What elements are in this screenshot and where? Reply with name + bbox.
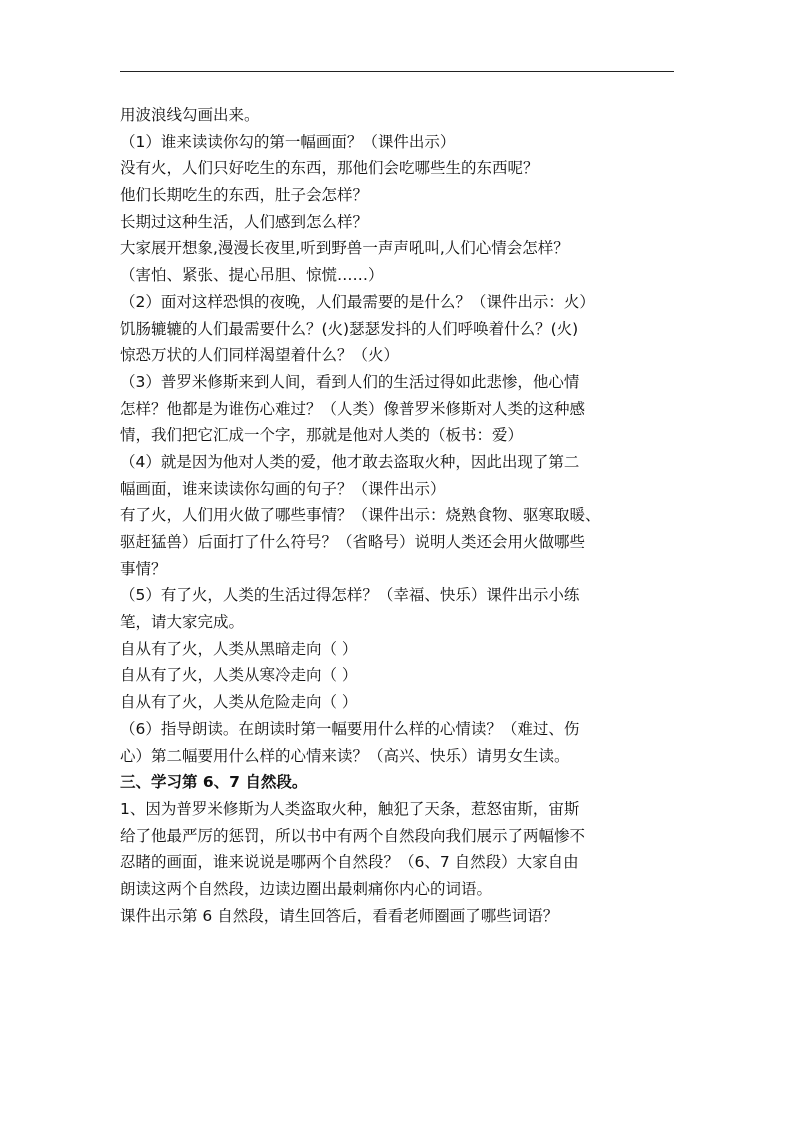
text-line: 幅画面，谁来读读你勾画的句子？（课件出示） [120,479,446,498]
text-line: 饥肠辘辘的人们最需要什么？(火)瑟瑟发抖的人们呼唤着什么？(火) [120,319,579,338]
text-line: 惊恐万状的人们同样渴望着什么？（火） [120,346,400,365]
header-rule [120,71,674,72]
fill-blank-line: 自从有了火，人类从黑暗走向（ ） [120,639,358,658]
text-line: 驱赶猛兽）后面打了什么符号？（省略号）说明人类还会用火做哪些 [120,533,586,551]
text-line: 事情？ [120,559,167,578]
text-line: 情，我们把它汇成一个字，那就是他对人类的（板书：爱） [120,426,524,445]
text-line: （害怕、紧张、提心吊胆、惊慌……） [120,266,384,285]
fill-blank-line: 自从有了火，人类从危险走向（ ） [120,693,358,712]
text-line: （6）指导朗读。在朗读时第一幅要用什么样的心情读？（难过、伤 [120,719,580,738]
text-line: 给了他最严厉的惩罚，所以书中有两个自然段向我们展示了两幅惨不 [120,826,586,845]
text-line: （2）面对这样恐惧的夜晚，人们最需要的是什么？（课件出示：火） [120,292,595,311]
text-line: 笔，请大家完成。 [120,613,245,632]
document-body [120,102,680,929]
text-line: 朗读这两个自然段，边读边圈出最刺痛你内心的词语。 [120,879,493,898]
text-line: （5）有了火，人类的生活过得怎样？（幸福、快乐）课件出示小练 [120,586,580,605]
text-line: （1）谁来读读你勾的第一幅画面？（课件出示） [120,132,456,151]
section-heading: 三、学习第 6、7 自然段。 [120,773,308,792]
text-line: 用波浪线勾画出来。 [120,106,260,124]
text-line: （4）就是因为他对人类的爱，他才敢去盗取火种，因此出现了第二 [120,452,580,471]
text-line: 1、因为普罗米修斯为人类盗取火种，触犯了天条，惹怒宙斯，宙斯 [120,799,580,818]
text-line: 他们长期吃生的东西，肚子会怎样？ [120,186,369,205]
text-line: 长期过这种生活，人们感到怎么样？ [120,212,369,231]
text-line: 怎样？他都是为谁伤心难过？（人类）像普罗米修斯对人类的这种感 [120,399,586,418]
text-line: （3）普罗米修斯来到人间，看到人们的生活过得如此悲惨，他心情 [120,372,580,391]
text-line: 心）第二幅要用什么样的心情来读？（高兴、快乐）请男女生读。 [120,746,570,765]
text-line: 大家展开想象,漫漫长夜里,听到野兽一声声吼叫,人们心情会怎样？ [120,239,569,258]
fill-blank-line: 自从有了火，人类从寒冷走向（ ） [120,666,358,685]
text-line: 课件出示第 6 自然段，请生回答后，看看老师圈画了哪些词语？ [120,906,559,925]
text-line: 有了火，人们用火做了哪些事情？（课件出示：烧熟食物、驱寒取暖、 [120,506,601,525]
text-line: 忍睹的画面，谁来说说是哪两个自然段？（6、7 自然段）大家自由 [120,853,579,872]
text-line: 没有火，人们只好吃生的东西，那他们会吃哪些生的东西呢？ [120,159,539,178]
